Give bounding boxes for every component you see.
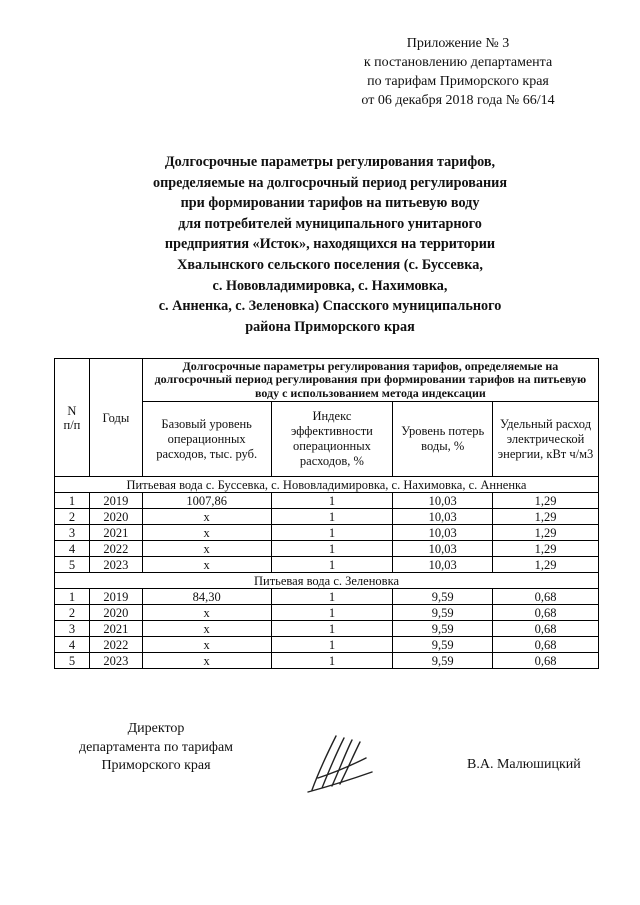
- table-cell: 0,68: [493, 621, 599, 637]
- table-cell: 2019: [89, 589, 142, 605]
- table-cell: 5: [55, 557, 90, 573]
- table-cell: 1,29: [493, 509, 599, 525]
- table-cell: 3: [55, 621, 90, 637]
- table-cell: 0,68: [493, 605, 599, 621]
- table-row: [55, 589, 599, 605]
- header-group: Долгосрочные параметры регулирования тарифов, определяемые на долгосрочный период регулирования при формировании тарифов на питьевую воду с использованием метода индексации: [142, 359, 598, 402]
- appendix-line: Приложение № 3: [406, 36, 510, 51]
- signer-name: В.А. Малюшицкий: [467, 757, 581, 772]
- table-cell: 5: [55, 653, 90, 669]
- table-cell: 0,68: [493, 589, 599, 605]
- title-line: при формировании тарифов на питьевую воду: [180, 195, 480, 212]
- table-cell: 4: [55, 637, 90, 653]
- table-cell: 1: [271, 605, 393, 621]
- table-cell: 1: [271, 621, 393, 637]
- table-cell: х: [142, 653, 271, 669]
- table-cell: 1: [271, 557, 393, 573]
- table-cell: 2023: [89, 557, 142, 573]
- position-line: Приморского края: [101, 758, 211, 773]
- header-n: N п/п: [55, 359, 90, 477]
- table-cell: 1: [271, 493, 393, 509]
- table-cell: 10,03: [393, 525, 493, 541]
- section-title: Питьевая вода с. Зеленовка: [55, 573, 599, 589]
- table-cell: 2019: [89, 493, 142, 509]
- table-cell: 9,59: [393, 605, 493, 621]
- table-cell: 1: [271, 637, 393, 653]
- table-cell: 2021: [89, 525, 142, 541]
- table-cell: 1,29: [493, 493, 599, 509]
- table-cell: 9,59: [393, 637, 493, 653]
- title-line: района Приморского края: [245, 318, 415, 335]
- title-line: с. Нововладимировка, с. Нахимовка,: [212, 277, 448, 294]
- table-cell: 9,59: [393, 653, 493, 669]
- table-cell: 10,03: [393, 493, 493, 509]
- table-cell: 2: [55, 509, 90, 525]
- table-row: [55, 541, 599, 557]
- table-cell: 1,29: [493, 541, 599, 557]
- table-cell: 1: [271, 541, 393, 557]
- table-row: [55, 653, 599, 669]
- header-efficiency-index: Индекс эффективности операционных расходов, %: [271, 402, 393, 477]
- header-base-opex: Базовый уровень операционных расходов, тыс. руб.: [142, 402, 271, 477]
- table-cell: 84,30: [142, 589, 271, 605]
- section-title: Питьевая вода с. Буссевка, с. Нововладимировка, с. Нахимовка, с. Анненка: [55, 477, 599, 493]
- table-cell: 0,68: [493, 653, 599, 669]
- table-cell: 1: [271, 653, 393, 669]
- table-cell: 1,29: [493, 525, 599, 541]
- table-cell: 1: [271, 509, 393, 525]
- section-row: [55, 573, 599, 589]
- table-cell: 2020: [89, 605, 142, 621]
- table-cell: 1007,86: [142, 493, 271, 509]
- tariff-parameters-table: [54, 358, 599, 669]
- table-cell: 10,03: [393, 557, 493, 573]
- table-cell: 2020: [89, 509, 142, 525]
- title-line: предприятия «Исток», находящихся на территории: [164, 236, 496, 253]
- table-row: [55, 637, 599, 653]
- table-cell: 2: [55, 605, 90, 621]
- table-cell: х: [142, 509, 271, 525]
- appendix-line: к постановлению департамента: [363, 55, 553, 70]
- title-line: Долгосрочные параметры регулирования тарифов,: [164, 154, 496, 170]
- table-cell: 2022: [89, 541, 142, 557]
- table-cell: х: [142, 541, 271, 557]
- table-cell: 2021: [89, 621, 142, 637]
- table-cell: 1: [271, 589, 393, 605]
- header-energy-use: Удельный расход электрической энергии, кВт ч/м3: [493, 402, 599, 477]
- table-cell: 9,59: [393, 589, 493, 605]
- position-line: Директор: [127, 721, 185, 736]
- section-row: [55, 477, 599, 493]
- table-row: [55, 605, 599, 621]
- table-row: [55, 557, 599, 573]
- table-cell: 2023: [89, 653, 142, 669]
- table-cell: 4: [55, 541, 90, 557]
- appendix-header: [328, 34, 588, 110]
- appendix-line: по тарифам Приморского края: [367, 74, 549, 89]
- document-title: [110, 152, 550, 337]
- position-line: департамента по тарифам: [78, 739, 234, 755]
- title-line: определяемые на долгосрочный период регулирования: [152, 174, 508, 191]
- table-cell: х: [142, 605, 271, 621]
- appendix-line: от 06 декабря 2018 года № 66/14: [361, 93, 555, 108]
- table-cell: х: [142, 557, 271, 573]
- table-row: [55, 525, 599, 541]
- table-row: [55, 493, 599, 509]
- header-years: Годы: [89, 359, 142, 477]
- table-cell: 1: [271, 525, 393, 541]
- table-cell: 1,29: [493, 557, 599, 573]
- table-cell: 2022: [89, 637, 142, 653]
- title-line: Хвалынского сельского поселения (с. Буссевка,: [177, 256, 483, 273]
- table-cell: 3: [55, 525, 90, 541]
- table-cell: х: [142, 525, 271, 541]
- table-row: [55, 621, 599, 637]
- title-line: для потребителей муниципального унитарного: [178, 215, 482, 232]
- table-cell: 10,03: [393, 509, 493, 525]
- table-cell: 10,03: [393, 541, 493, 557]
- table-body: [55, 477, 599, 669]
- signer-position: [56, 720, 256, 776]
- header-water-loss: Уровень потерь воды, %: [393, 402, 493, 477]
- table-cell: х: [142, 637, 271, 653]
- table-cell: 1: [55, 493, 90, 509]
- handwritten-signature: [300, 728, 380, 798]
- table-row: [55, 509, 599, 525]
- table-cell: х: [142, 621, 271, 637]
- table-cell: 1: [55, 589, 90, 605]
- title-line: с. Анненка, с. Зеленовка) Спасского муниципального: [158, 298, 502, 315]
- table-cell: 0,68: [493, 637, 599, 653]
- table-cell: 9,59: [393, 621, 493, 637]
